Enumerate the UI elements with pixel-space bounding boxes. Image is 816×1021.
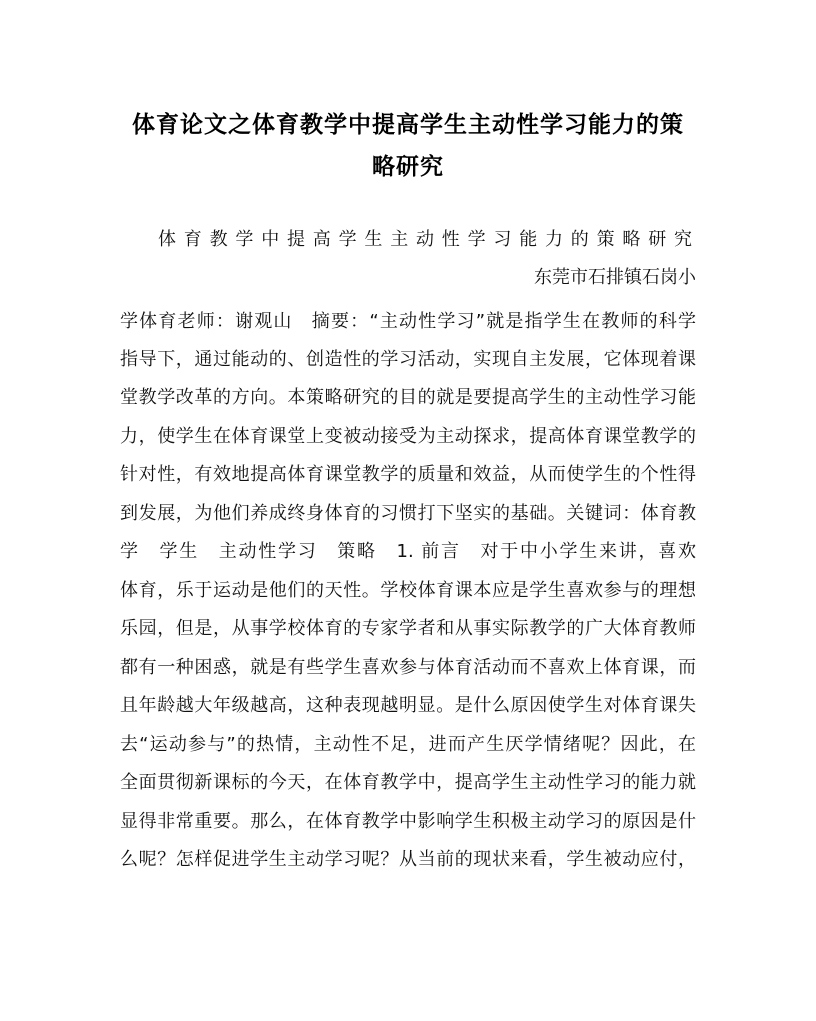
paragraph-line: 学体育老师：谢观山 摘要：“主动性学习”就是指学生在教师的科学 (120, 311, 696, 332)
paragraph-line (120, 885, 696, 913)
paragraph-line: 堂教学改革的方向。本策略研究的目的就是要提高学生的主动性学习能 (120, 387, 696, 408)
document-title-line-2: 略研究 (372, 153, 444, 180)
paragraph-line: 且年龄越大年级越高，这种表现越明显。是什么原因使学生对体育课失 (120, 695, 696, 716)
paragraph-line: 指导下，通过能动的、创造性的学习活动，实现自主发展，它体现着课 (120, 349, 696, 370)
subtitle-line: 体育教学中提高学生主动性学习能力的策略研究 (158, 229, 694, 250)
paragraph-line: 学 学生 主动性学习 策略 1. 前言 对于中小学生来讲，喜欢 (120, 541, 696, 562)
author-affiliation-line: 东莞市石排镇石岗小 (534, 267, 696, 288)
paragraph-line: 全面贯彻新课标的今天，在体育教学中，提高学生主动性学习的能力就 (120, 772, 696, 793)
paragraph-line: 都有一种困惑，就是有些学生喜欢参与体育活动而不喜欢上体育课，而 (120, 657, 696, 678)
paragraph-line: 到发展，为他们养成终身体育的习惯打下坚实的基础。关键词：体育教 (120, 503, 696, 524)
paragraph-line: 体育，乐于运动是他们的天性。学校体育课本应是学生喜欢参与的理想 (120, 580, 696, 601)
paragraph-line: 针对性，有效地提高体育课堂教学的质量和效益，从而使学生的个性得 (120, 464, 696, 485)
document-title-line-1: 体育论文之体育教学中提高学生主动性学习能力的策 (132, 111, 684, 138)
paragraph-line: 力，使学生在体育课堂上变被动接受为主动探求，提高体育课堂教学的 (120, 426, 696, 447)
paragraph-line: 去“运动参与”的热情，主动性不足，进而产生厌学情绪呢？因此，在 (120, 734, 696, 755)
paragraph-line: 么呢？怎样促进学生主动学习呢？从当前的现状来看，学生被动应付， (120, 849, 696, 870)
paragraph-line: 显得非常重要。那么，在体育教学中影响学生积极主动学习的原因是什 (120, 811, 696, 832)
paragraph-line: 乐园，但是，从事学校体育的专家学者和从事实际教学的广大体育教师 (120, 618, 696, 639)
